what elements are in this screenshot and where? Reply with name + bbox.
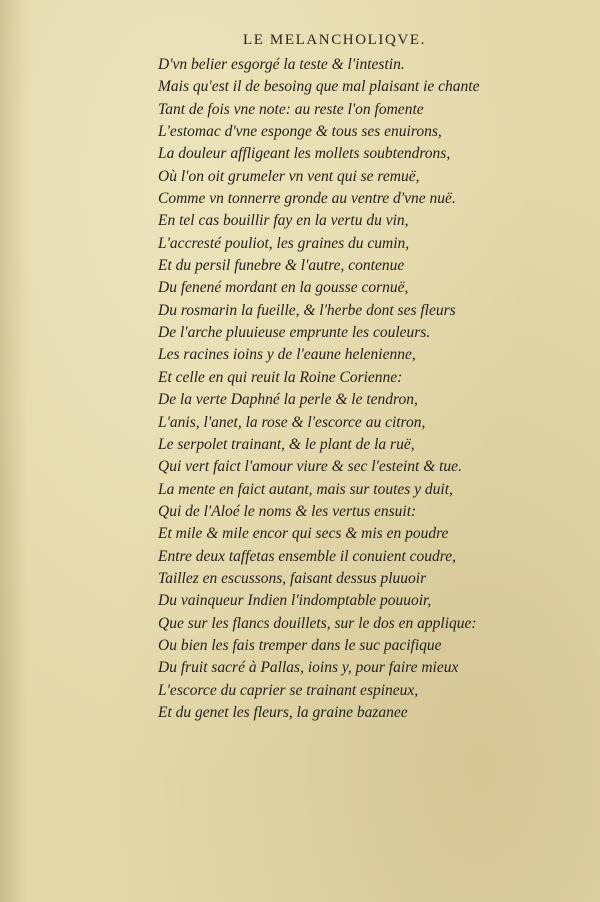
verse-line: La mente en faict autant, mais sur toutes y duit, — [158, 480, 453, 498]
verse-line: De l'arche pluuieuse emprunte les couleurs. — [158, 324, 431, 342]
verse-line: Et celle en qui reuit la Roine Corienne: — [158, 368, 403, 386]
verse-line: L'estomac d'vne esponge & tous ses enuirons, — [158, 123, 442, 141]
verse-line: Comme vn tonnerre gronde au ventre d'vne nuë. — [158, 190, 456, 208]
verse-line: L'anis, l'anet, la rose & l'escorce au citron, — [158, 413, 426, 431]
verse-line: Et du genet les fleurs, la graine bazanee — [158, 703, 408, 721]
verse-line: En tel cas bouillir fay en la vertu du vin, — [158, 212, 409, 230]
verse-line: Qui de l'Aloé le noms & les vertus ensuit: — [158, 502, 417, 520]
verse-line: Que sur les flancs douillets, sur le dos en applique: — [158, 614, 477, 632]
verse-line: L'accresté pouliot, les graines du cumin, — [158, 234, 410, 252]
verse-line: Taillez en escussons, faisant dessus pluuoir — [158, 569, 427, 587]
verse-line: Du fruit sacré à Pallas, ioins y, pour faire mieux — [158, 659, 459, 677]
verse-line: Ou bien les fais tremper dans le suc pacifique — [158, 636, 442, 654]
verse-line: Le serpolet trainant, & le plant de la ruë, — [158, 435, 415, 453]
verse-line: La douleur affligeant les mollets soubtendrons, — [158, 145, 451, 163]
verse-line: Tant de fois vne note: au reste l'on fomente — [158, 100, 424, 118]
verse-line: Et du persil funebre & l'autre, contenue — [158, 257, 405, 275]
verse-text — [158, 54, 479, 724]
verse-line: L'escorce du caprier se trainant espineux, — [158, 681, 419, 699]
verse-line: Du rosmarin la fueille, & l'herbe dont ses fleurs — [158, 301, 456, 319]
verse-line: Du vainqueur Indien l'indomptable pouuoir, — [158, 592, 432, 610]
running-head: LE MELANCHOLIQVE. — [243, 32, 427, 48]
verse-line: Du fenené mordant en la gousse cornuë, — [158, 279, 409, 297]
verse-line: Entre deux taffetas ensemble il conuient coudre, — [158, 547, 457, 565]
verse-line: Mais qu'est il de besoing que mal plaisant ie chante — [158, 78, 480, 96]
verse-line: Les racines ioins y de l'eaune helenienne, — [158, 346, 416, 364]
verse-line: D'vn belier esgorgé la teste & l'intestin. — [158, 56, 405, 73]
verse-line: Où l'on oit grumeler vn vent qui se remuë, — [158, 167, 420, 185]
verse-line: Et mile & mile encor qui secs & mis en poudre — [158, 525, 449, 543]
verse-line: Qui vert faict l'amour viure & sec l'esteint & tue. — [158, 458, 462, 476]
verse-line: De la verte Daphné la perle & le tendron, — [158, 391, 418, 409]
